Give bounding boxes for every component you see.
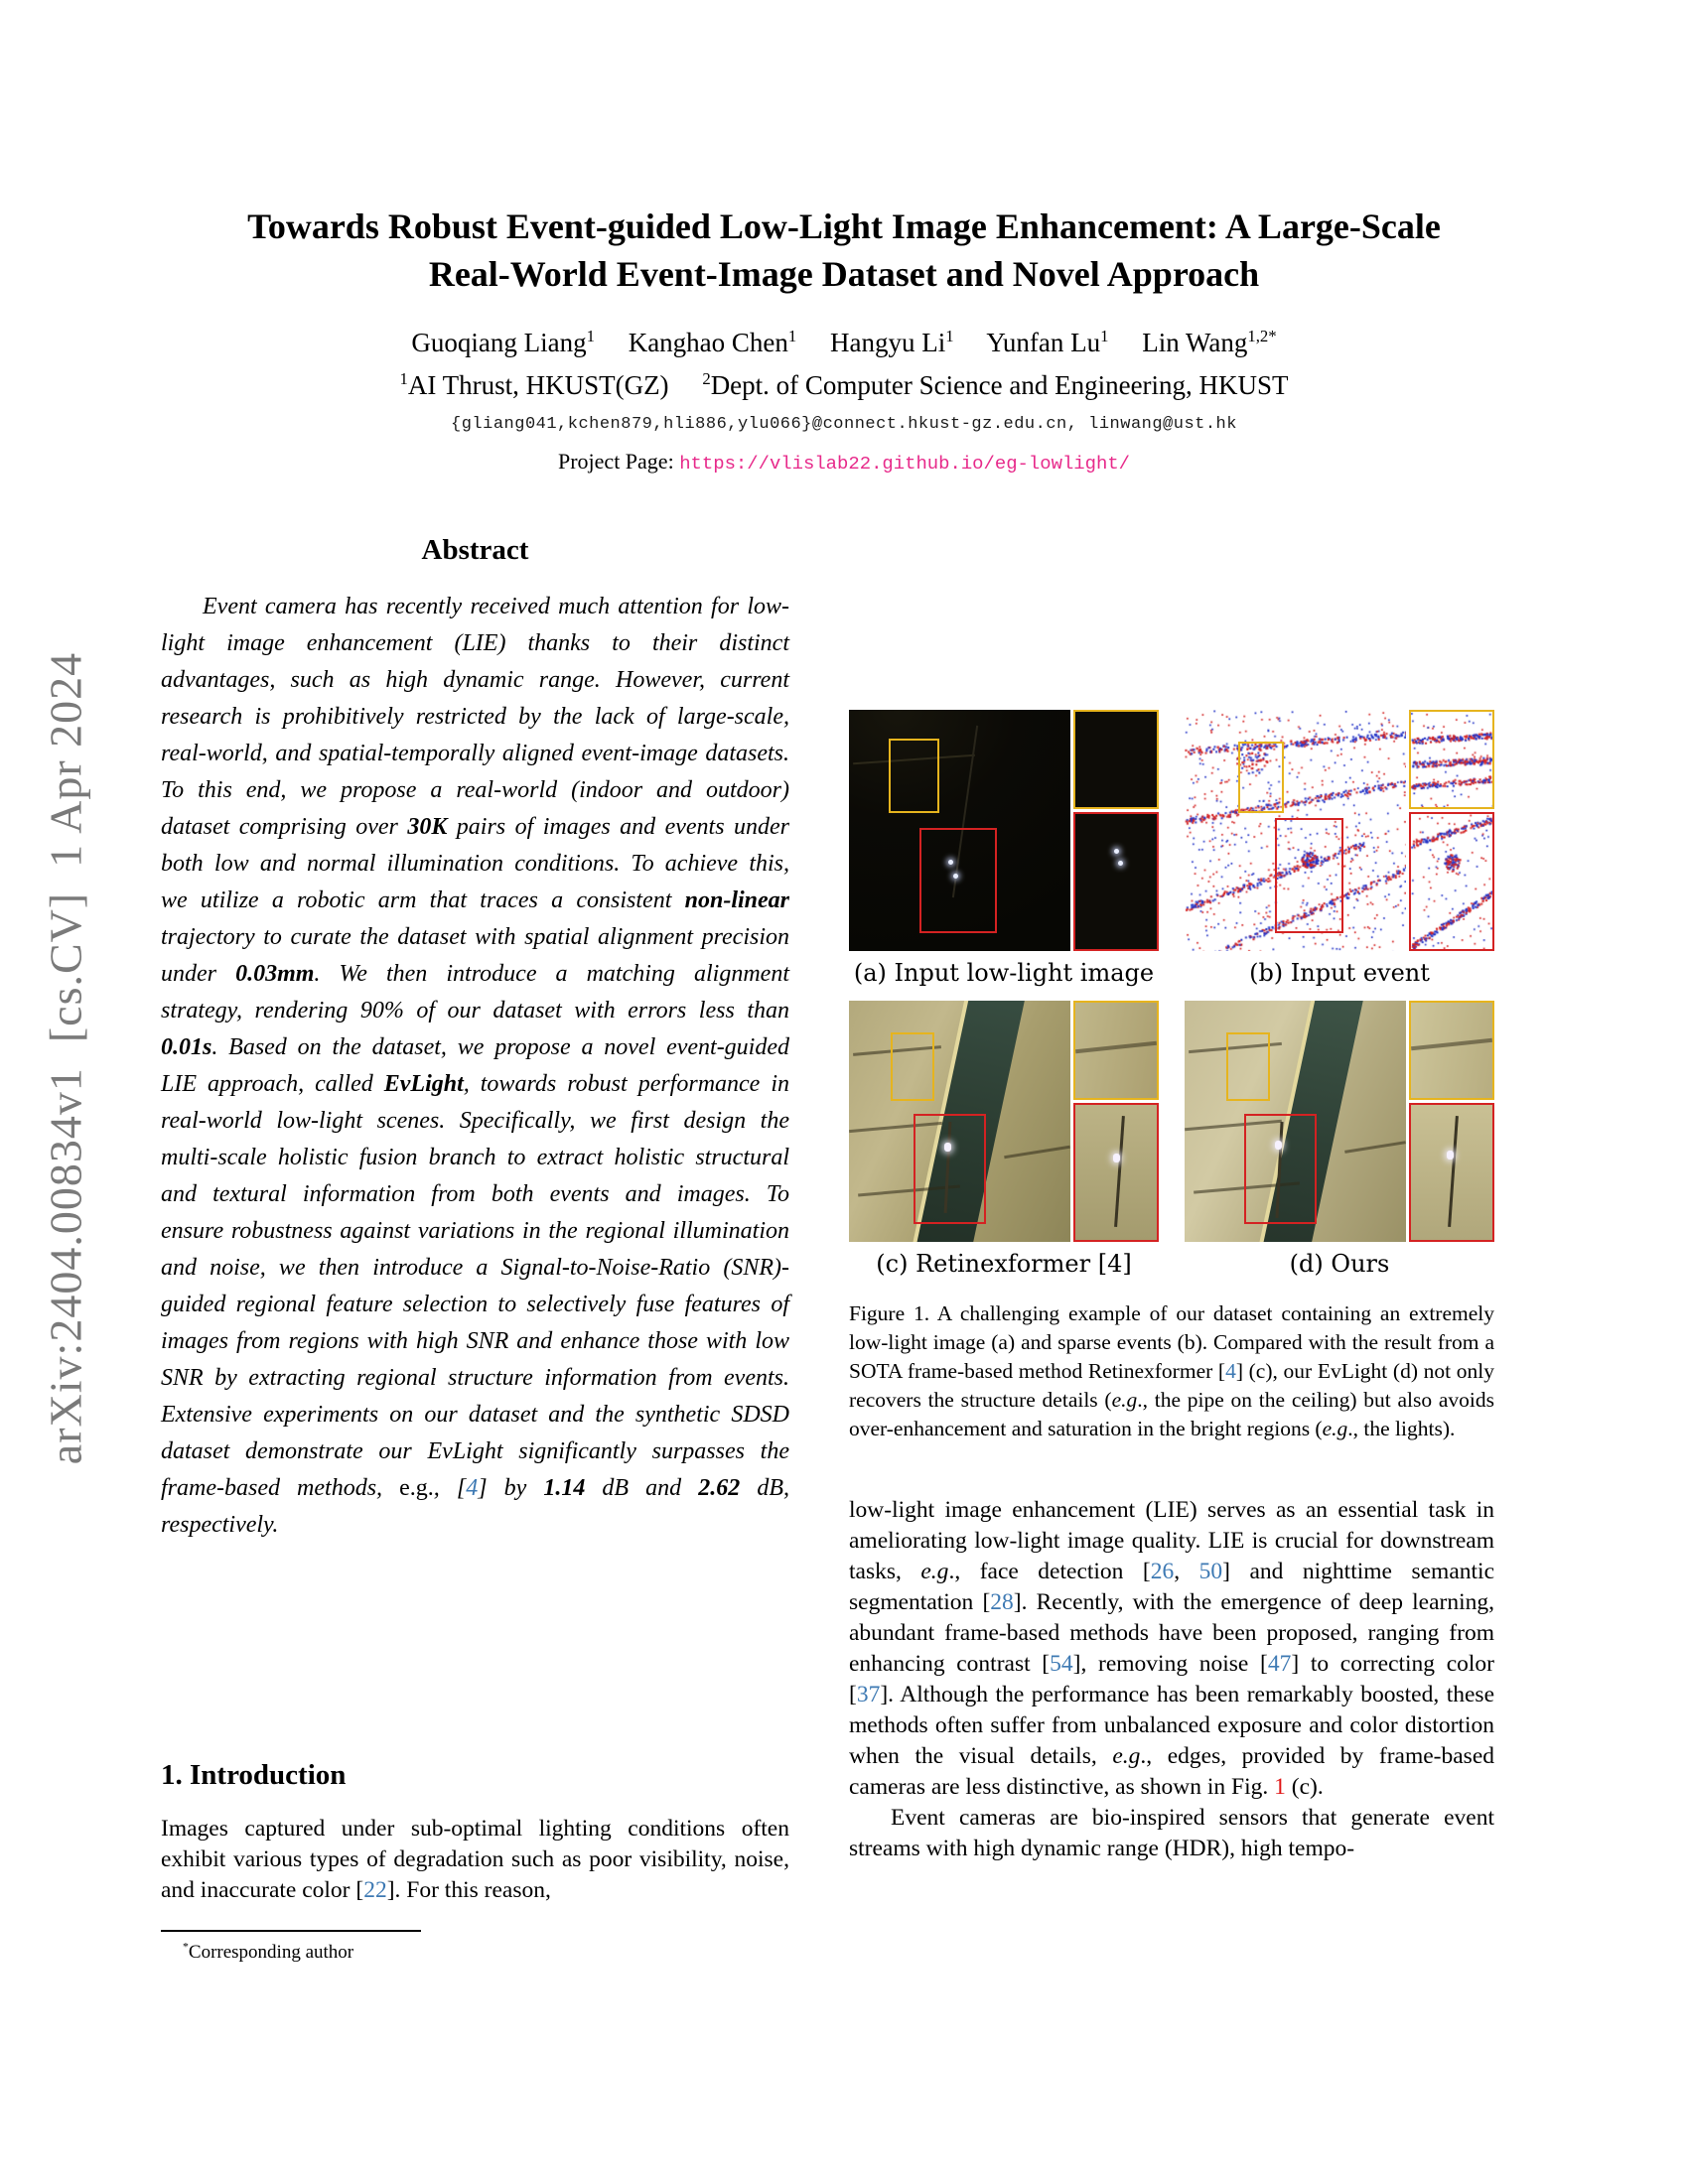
affiliations-line (0, 370, 1688, 401)
citation-ref[interactable]: 50 (1198, 1559, 1223, 1584)
text-run: Yunfan Lu (986, 328, 1101, 357)
panel-b-insets (1409, 710, 1494, 951)
text-run: pairs of images and events under both low and normal illumination conditions. To achieve this, we utilize a robotic arm that traces a consistent (161, 814, 789, 913)
text-run: Figure 1. A challenging example of our dataset containing an extremely low-light image (a) and sparse events (b). Compared with the result from a SOTA frame-based method Retinexformer [ (849, 1301, 1494, 1383)
intro-right-paragraph-2 (849, 1803, 1494, 1864)
text-run: AI Thrust, HKUST(GZ) (407, 370, 669, 400)
text-run: Event cameras are bio-inspired sensors that generate event streams with high dynamic range (HDR), high tempo- (849, 1805, 1494, 1861)
text-run: 1 (586, 327, 595, 345)
text-run: 30K (407, 814, 448, 840)
text-run: 2 (702, 369, 711, 388)
title-line-2: Real-World Event-Image Dataset and Novel Approach (428, 254, 1260, 294)
text-run: Lin Wang (1142, 328, 1248, 357)
text-run: Kanghao Chen (628, 328, 788, 357)
text-run: e.g (920, 1559, 949, 1584)
panel-c-inset-yellow (1073, 1001, 1159, 1100)
corresponding-author-footnote (161, 1942, 789, 1964)
text-run: Corresponding author (188, 1942, 354, 1963)
text-run: , (1174, 1559, 1199, 1584)
panel-c-inset-red (1073, 1103, 1159, 1242)
text-run: ]. For this reason, (386, 1877, 551, 1903)
text-run: ] (c), our EvLight (d) not only recovers the structure details ( (849, 1359, 1494, 1412)
event-scatter-canvas (1411, 712, 1492, 807)
panel-c-image (849, 1001, 1070, 1242)
text-run: ] by (478, 1475, 544, 1501)
text-run: ., the pipe on the ceiling) but also avoids over-enhancement and saturation in the bright regions ( (849, 1388, 1494, 1440)
text-run: . Based on the dataset, we propose a novel event-guided LIE approach, called (161, 1034, 789, 1097)
panel-d-insets (1409, 1001, 1494, 1242)
panel-d-caption: (d) Ours (1289, 1250, 1390, 1278)
roi-box-yellow (891, 1032, 934, 1102)
event-scatter-canvas (1411, 814, 1492, 949)
right-column (849, 710, 1494, 1864)
text-run: 0.01s (161, 1034, 212, 1060)
text-run: 0.03mm (235, 961, 315, 987)
text-run: ., face detection [ (948, 1559, 1151, 1584)
text-run: EvLight (383, 1071, 464, 1097)
text-run: 1 (399, 369, 408, 388)
text-run: (c). (1285, 1774, 1324, 1800)
text-run: , towards robust performance in real-world low-light scenes. Specifically, we first design the multi-scale holistic fusion branch to extract holistic structural and textural information from both events and images. To ensure robustness against variations in the regional illumination and noise, we then introduce a Signal-to-Noise-Ratio (SNR)-guided regional feature selection to selectively fuse features of images from regions with high SNR and enhance those with low SNR by extracting regional structure information from events. Extensive experiments on our dataset and the synthetic SDSD dataset demonstrate our EvLight significantly surpasses the frame-based methods, (161, 1071, 789, 1501)
text-run: 1,2* (1247, 327, 1277, 345)
intro-right-paragraph-1 (849, 1495, 1494, 1803)
panel-a-inset-yellow (1073, 710, 1159, 809)
introduction-heading: 1. Introduction (161, 1759, 347, 1791)
panel-c-insets (1073, 1001, 1159, 1242)
panel-b-inset-red (1409, 812, 1494, 951)
authors-line (0, 328, 1688, 358)
text-run: * (183, 1940, 189, 1954)
text-run: non-linear (684, 887, 789, 913)
text-run: Hangyu Li (830, 328, 946, 357)
roi-box-red (919, 828, 997, 933)
text-run: Guoqiang Liang (411, 328, 587, 357)
citation-ref[interactable]: 28 (990, 1589, 1014, 1615)
panel-b-caption: (b) Input event (1249, 959, 1430, 987)
footnote-block (161, 1930, 789, 1964)
text-run: trajectory to curate the dataset with spatial alignment precision under (161, 924, 789, 987)
text-run: . We then introduce a matching alignment strategy, rendering 90% of our dataset with errors less than (161, 961, 789, 1024)
roi-box-red (914, 1114, 986, 1224)
text-run: ., edges, provided by frame-based cameras are less distinctive, as shown in Fig. (849, 1743, 1495, 1800)
text-run: 1 (945, 327, 954, 345)
text-run: dB, respectively. (161, 1475, 789, 1538)
introduction-section (161, 1759, 789, 1906)
text-run (796, 328, 830, 357)
panel-a-inset-red (1073, 812, 1159, 951)
text-run: ] and nighttime semantic segmentation [ (849, 1559, 1494, 1615)
text-run (954, 328, 987, 357)
text-run: low-light image enhancement (LIE) serves as an essential task in ameliorating low-light image quality. LIE is crucial for downstream tasks, (849, 1497, 1494, 1584)
text-run (669, 370, 703, 400)
panel-b-image (1185, 710, 1406, 951)
figure-1-caption (849, 1299, 1494, 1443)
citation-ref[interactable]: 54 (1050, 1651, 1073, 1677)
text-run: e.g (1111, 1388, 1138, 1412)
text-run: Dept. of Computer Science and Engineering, HKUST (710, 370, 1289, 400)
abstract-text (161, 589, 789, 1544)
left-column (161, 534, 789, 1544)
text-run: ], removing noise [ (1072, 1651, 1268, 1677)
figure-1 (849, 710, 1494, 1292)
text-run: ]. Recently, with the emergence of deep learning, abundant frame-based methods have been proposed, ranging from enhancing contrast [ (849, 1589, 1494, 1677)
project-url-link[interactable]: https://vlislab22.github.io/eg-lowlight/ (679, 453, 1131, 475)
figure-panel-a (849, 710, 1159, 951)
text-run: 1 (787, 327, 797, 345)
ceiling-streak (1004, 1145, 1070, 1158)
text-run (1109, 328, 1143, 357)
panel-c-caption: (c) Retinexformer [4] (876, 1250, 1132, 1278)
text-run: dB and (585, 1475, 699, 1501)
roi-box-yellow (889, 739, 939, 812)
lamp-light (1113, 1154, 1120, 1162)
panel-a-image (849, 710, 1070, 951)
citation-ref[interactable]: 4 (1225, 1359, 1236, 1383)
title-line-1: Towards Robust Event-guided Low-Light Image Enhancement: A Large-Scale (247, 206, 1441, 246)
text-run: 2.62 (698, 1475, 741, 1501)
introduction-paragraph (161, 1814, 789, 1906)
text-run: , [ (433, 1475, 467, 1501)
text-run: Images captured under sub-optimal lighting conditions often exhibit various types of degradation such as poor visibility, noise, and inaccurate color [ (161, 1816, 789, 1903)
panel-b-inset-yellow (1409, 710, 1494, 809)
figure-panel-c (849, 1001, 1159, 1242)
text-run: e.g. (399, 1475, 434, 1501)
lamp-light (1447, 1151, 1454, 1160)
text-run (595, 328, 629, 357)
roi-box-red (1275, 818, 1343, 933)
roi-box-red (1244, 1114, 1317, 1224)
project-page-line (0, 449, 1688, 475)
text-run: Event camera has recently received much attention for low-light image enhancement (LIE) thanks to their distinct advantages, such as high dynamic range. However, current research is prohibitively restricted by the lack of large-scale, real-world, and spatial-temporally aligned event-image datasets. To this end, we propose a real-world (indoor and outdoor) dataset comprising over (161, 594, 789, 840)
text-run: Project Page: (557, 449, 680, 474)
text-run: 1 (1100, 327, 1109, 345)
tan-crop (1411, 1003, 1492, 1098)
abstract-heading: Abstract (421, 534, 529, 566)
text-run: e.g (1112, 1743, 1141, 1769)
dark-crop (1075, 814, 1157, 949)
dark-crop (1075, 712, 1157, 807)
figure-panel-d (1185, 1001, 1494, 1242)
arxiv-watermark: arXiv:2404.00834v1 [cs.CV] 1 Apr 2024 (40, 651, 91, 1465)
roi-box-yellow (1226, 1032, 1270, 1102)
text-run: e.g (1322, 1417, 1348, 1440)
roi-box-yellow (1238, 742, 1284, 813)
citation-ref[interactable]: 47 (1267, 1651, 1292, 1677)
citation-ref[interactable]: 22 (363, 1877, 387, 1903)
panel-d-inset-yellow (1409, 1001, 1494, 1100)
panel-d-inset-red (1409, 1103, 1494, 1242)
footnote-rule (161, 1930, 421, 1932)
panel-a-caption: (a) Input low-light image (853, 959, 1155, 987)
panel-d-image (1185, 1001, 1406, 1242)
text-run: ]. Although the performance has been remarkably boosted, these methods often suffer from unbalanced exposure and color distortion when the visual details, (849, 1682, 1494, 1769)
text-run: ] to correcting color [ (849, 1651, 1495, 1707)
citation-ref[interactable]: 4 (466, 1475, 479, 1501)
text-run: 1.14 (543, 1475, 586, 1501)
panel-a-insets (1073, 710, 1159, 951)
figure-ref[interactable]: 1 (1274, 1774, 1286, 1800)
figure-panel-b (1185, 710, 1494, 951)
emails-line: {gliang041,kchen879,hli886,ylu066}@connect.hkust-gz.edu.cn, linwang@ust.hk (451, 415, 1237, 434)
text-run: ., the lights). (1347, 1417, 1456, 1440)
ceiling-streak (1344, 1141, 1406, 1154)
citation-ref[interactable]: 37 (856, 1682, 881, 1707)
citation-ref[interactable]: 26 (1150, 1559, 1175, 1584)
paper-title (0, 203, 1688, 298)
